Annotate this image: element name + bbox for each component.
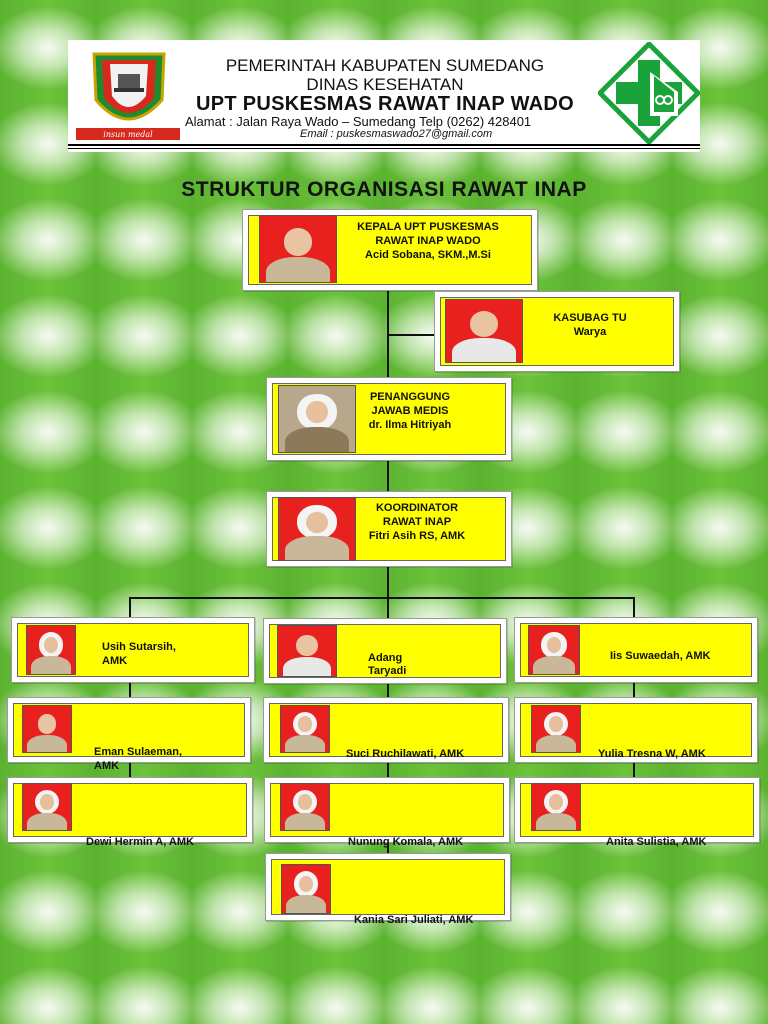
- photo-eman: [22, 705, 72, 753]
- usih-line2: AMK: [102, 655, 128, 667]
- photo-kasubag: [445, 299, 523, 363]
- photo-suci: [280, 705, 330, 753]
- koordinator-line1: KOORDINATOR: [375, 502, 459, 514]
- pj-medis-line2: JAWAB MEDIS: [371, 405, 449, 417]
- kania-name: Kania Sari Juliati, AMK: [354, 914, 474, 926]
- emblem-motto: insun medal: [103, 130, 153, 139]
- eman-line1: Eman Sulaeman,: [94, 746, 183, 758]
- header-email: Email : puskesmaswado27@gmail.com: [300, 128, 493, 140]
- photo-dewi: [22, 783, 72, 831]
- connector-koord-down: [387, 565, 389, 619]
- iis-name: Iis Suwaedah, AMK: [610, 650, 711, 662]
- pj-medis-line1: PENANGGUNG: [369, 391, 451, 403]
- header-address: Alamat : Jalan Raya Wado – Sumedang Telp (0262) 428401: [185, 114, 532, 129]
- photo-usih: [26, 625, 76, 675]
- koordinator-line3: Fitri Asih RS, AMK: [368, 530, 466, 542]
- photo-kepala: [259, 215, 337, 283]
- adang-line1: Adang: [368, 652, 403, 664]
- connector-pj-koord: [387, 460, 389, 492]
- kepala-line2: RAWAT INAP WADO: [375, 235, 481, 247]
- kepala-line3: Acid Sobana, SKM.,M.Si: [365, 249, 491, 261]
- usih-line1: Usih Sutarsih,: [102, 641, 176, 653]
- pj-medis-line3: dr. Ilma Hitriyah: [368, 419, 452, 431]
- header-line-institution: UPT PUSKESMAS RAWAT INAP WADO: [196, 93, 574, 115]
- kepala-line1: KEPALA UPT PUSKESMAS: [357, 221, 499, 233]
- eman-line2: AMK: [94, 760, 120, 772]
- koordinator-line2: RAWAT INAP: [382, 516, 452, 528]
- anita-name: Anita Sulistia, AMK: [606, 836, 707, 848]
- sumedang-emblem-icon: [70, 48, 186, 142]
- connector-kasubag: [387, 334, 435, 336]
- yulia-name: Yulia Tresna W, AMK: [598, 748, 706, 760]
- letterhead-rule: [68, 144, 700, 146]
- photo-yulia: [531, 705, 581, 753]
- photo-nunung: [280, 783, 330, 831]
- photo-iis: [528, 625, 580, 675]
- header-line-government: PEMERINTAH KABUPATEN SUMEDANG: [225, 56, 545, 75]
- connector-horizontal-bar: [129, 597, 635, 599]
- photo-koordinator: [278, 497, 356, 561]
- adang-line2: Taryadi: [368, 665, 407, 677]
- nunung-name: Nunung Komala, AMK: [348, 836, 464, 848]
- photo-adang: [277, 625, 337, 677]
- kasubag-line2: Warya: [573, 326, 607, 338]
- letterhead-rule-thin: [68, 148, 700, 149]
- connector-right-drop: [633, 597, 635, 619]
- photo-pj-medis: [278, 385, 356, 453]
- kasubag-line1: KASUBAG TU: [553, 312, 627, 324]
- chart-title: STRUKTUR ORGANISASI RAWAT INAP: [181, 178, 587, 201]
- connector-left-drop: [129, 597, 131, 619]
- header-line-department: DINAS KESEHATAN: [306, 75, 464, 94]
- photo-kania: [281, 864, 331, 914]
- dewi-name: Dewi Hermin A, AMK: [86, 836, 194, 848]
- suci-name: Suci Ruchilawati, AMK: [346, 748, 465, 760]
- photo-anita: [531, 783, 581, 831]
